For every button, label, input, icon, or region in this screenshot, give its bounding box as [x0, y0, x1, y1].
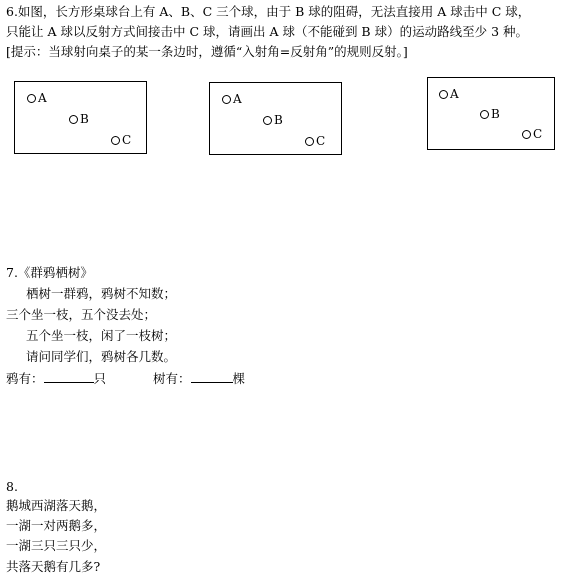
ball-b-circle-icon — [69, 115, 78, 124]
ball-c-circle-icon — [522, 130, 531, 139]
tree-count-unit: 棵 — [232, 371, 246, 386]
ball-a-label: A — [233, 92, 242, 106]
ball-b-circle-icon — [263, 116, 272, 125]
ball-b-label: B — [491, 107, 500, 121]
ball-a — [222, 92, 242, 106]
ball-c-label: C — [122, 133, 132, 147]
ball-c — [111, 133, 131, 147]
ball-c — [305, 134, 325, 148]
ball-b — [69, 112, 89, 126]
q7-poem-line-3: 五个坐一枝，闲了一枝树； — [26, 328, 177, 343]
ball-a-circle-icon — [439, 90, 448, 99]
ball-b-label: B — [274, 113, 283, 127]
billiard-table-3 — [427, 77, 555, 150]
ball-a-label: A — [450, 87, 459, 101]
ball-a-circle-icon — [222, 95, 231, 104]
q7-poem-line-2: 三个坐一枝，五个没去处； — [6, 307, 157, 322]
q8-poem-line-3: 一湖三只三只少， — [6, 538, 107, 553]
ball-b-circle-icon — [480, 110, 489, 119]
q7-poem-line-4: 请问同学们，鸦树各几数。 — [26, 349, 177, 364]
q7-tree-answer — [153, 369, 245, 389]
ball-b — [263, 113, 283, 127]
q8-poem-line-1: 鹅城西湖落天鹅， — [6, 498, 107, 513]
ball-c — [522, 127, 542, 141]
crow-count-unit: 只 — [93, 371, 107, 386]
ball-c-label: C — [316, 134, 326, 148]
ball-a-circle-icon — [27, 94, 36, 103]
q6-text-line-1: 6.如图，长方形桌球台上有 A、B、C 三个球，由于 B 球的阻碍，无法直接用 A 球击中 C 球， — [6, 4, 531, 19]
ball-a — [27, 91, 47, 105]
ball-c-circle-icon — [305, 137, 314, 146]
ball-c-circle-icon — [111, 136, 120, 145]
billiard-table-2 — [209, 82, 342, 155]
q6-hint-line: [提示：当球射向桌子的某一条边时，遵循“入射角=反射角”的规则反射。] — [6, 44, 408, 59]
tree-count-label: 树有： — [153, 371, 191, 386]
ball-c-label: C — [533, 127, 543, 141]
q8-poem-line-4: 共落天鹅有几多? — [6, 559, 101, 574]
ball-a — [439, 87, 459, 101]
billiard-table-1 — [14, 81, 147, 154]
ball-a-label: A — [38, 91, 47, 105]
q6-text-line-2: 只能让 A 球以反射方式间接击中 C 球，请画出 A 球（不能碰到 B 球）的运动路线至少 3 种。 — [6, 24, 528, 39]
crow-count-label: 鸦有： — [6, 371, 44, 386]
ball-b-label: B — [80, 112, 89, 126]
q7-answer-row — [6, 369, 106, 389]
q7-title: 7.《群鸦栖树》 — [6, 265, 93, 280]
q8-number: 8. — [6, 479, 18, 494]
q7-poem-line-1: 栖树一群鸦，鸦树不知数； — [26, 286, 177, 301]
crow-count-blank[interactable] — [44, 369, 94, 383]
tree-count-blank[interactable] — [191, 369, 233, 383]
q8-poem-line-2: 一湖一对两鹅多， — [6, 518, 107, 533]
ball-b — [480, 107, 500, 121]
